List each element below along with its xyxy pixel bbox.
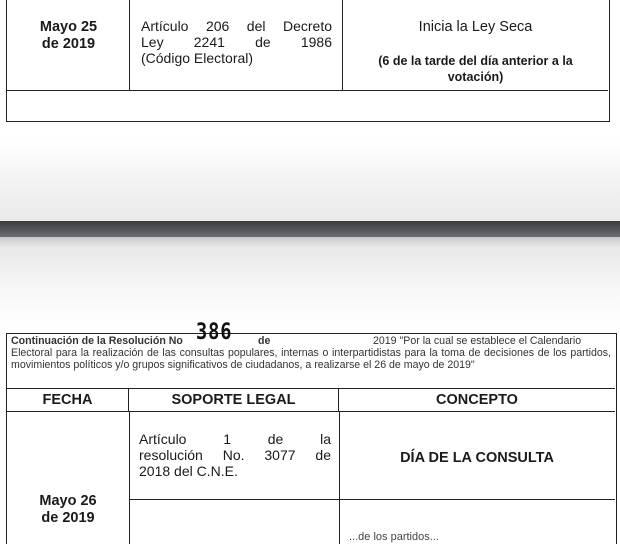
resolution-title-body: Electoral para la realización de las consultas populares, internas o interpartidistas para la toma de decisiones de los partidos, movimientos políticos y/o grupos significativos de ciudadanos, a realizarse el 26 de mayo de 2019"	[11, 347, 611, 371]
fecha-text: Mayo 25 de 2019	[39, 19, 98, 52]
previous-page-fragment	[0, 0, 620, 225]
fecha-cell	[7, 0, 130, 90]
truncated-next-row: ...de los partidos...	[349, 531, 439, 543]
concepto-text: DÍA DE LA CONSULTA	[400, 450, 554, 466]
column-header-soporte-legal: SOPORTE LEGAL	[129, 388, 339, 412]
calendar-table-top	[6, 0, 610, 122]
column-divider	[129, 412, 130, 544]
page-divider-shadow	[0, 237, 620, 249]
page-divider	[0, 221, 620, 237]
resolution-prefix: Continuación de la Resolución No	[11, 335, 183, 347]
resolution-de: de	[258, 335, 271, 347]
next-page	[0, 249, 620, 544]
soporte-legal-cell	[130, 0, 343, 90]
column-header-fecha: FECHA	[7, 388, 129, 412]
resolution-frame	[6, 320, 617, 544]
concepto-text: Inicia la Ley Seca	[418, 19, 533, 35]
row-divider	[129, 499, 615, 500]
fecha-text: Mayo 26 de 2019	[39, 493, 97, 526]
header-line	[11, 320, 611, 348]
soporte-legal-text: Artículo 1 de la resolución No. 3077 de 2018 del C.N.E.	[139, 431, 331, 479]
table-row	[7, 0, 608, 91]
column-header-concepto: CONCEPTO	[339, 388, 615, 412]
resolution-header	[11, 320, 611, 371]
resolution-number: 386	[196, 320, 233, 345]
resolution-title-start: 2019 "Por la cual se establece el Calendario	[373, 335, 582, 347]
column-divider	[339, 412, 340, 544]
concepto-cell	[343, 0, 608, 90]
soporte-legal-text: Artículo 206 del Decreto Ley 2241 de 1986 (Código Electoral)	[141, 18, 332, 66]
concepto-note: (6 de la tarde del día anterior a la votación)	[378, 54, 573, 84]
